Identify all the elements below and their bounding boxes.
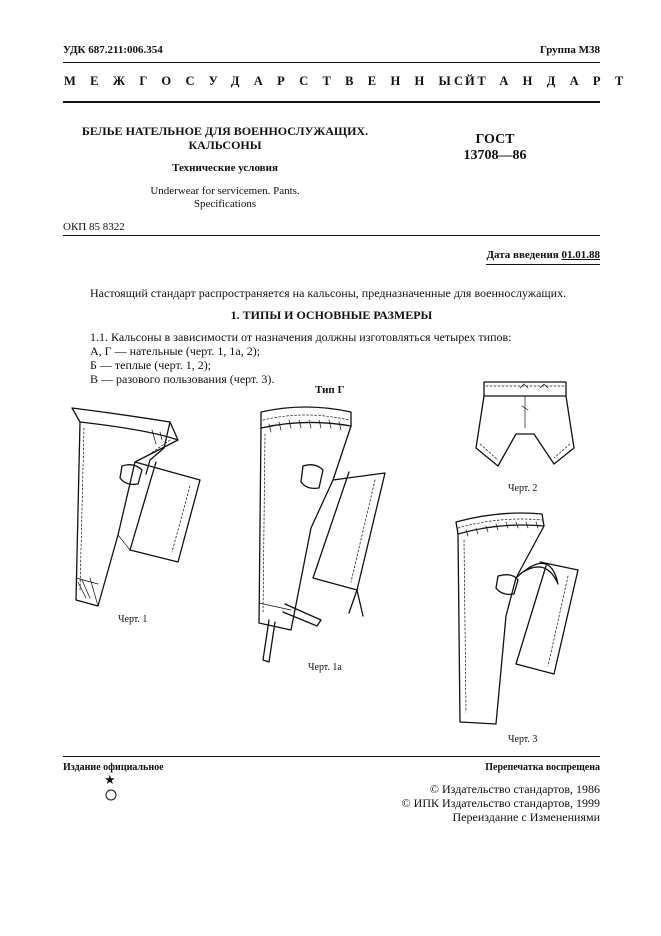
figure-1-caption: Черт. 1 — [118, 614, 148, 625]
type-item-v: В — разового пользования (черт. 3). — [90, 372, 275, 386]
gost-number: 13708—86 — [463, 148, 527, 163]
title-line-1: БЕЛЬЕ НАТЕЛЬНОЕ ДЛЯ ВОЕННОСЛУЖАЩИХ. — [81, 124, 369, 138]
figure-3-drawing — [450, 506, 600, 731]
header-rule-bottom — [63, 101, 600, 103]
udk-code: УДК 687.211:006.354 — [63, 44, 163, 56]
figure-3-caption: Черт. 3 — [508, 734, 538, 745]
group-code: Группа М38 — [539, 44, 600, 56]
figure-1a-caption: Черт. 1а — [308, 662, 342, 673]
english-title-line-1: Underwear for servicemen. Pants. — [150, 185, 300, 197]
english-title-line-2: Specifications — [193, 198, 257, 210]
introduction-date-value: 01.01.88 — [561, 249, 600, 261]
english-title — [60, 185, 390, 211]
title-rule — [63, 235, 600, 236]
star-icon: ★ — [104, 773, 116, 788]
figure-2-drawing — [470, 378, 580, 473]
gost-designation — [440, 132, 550, 164]
title-line-2: КАЛЬСОНЫ — [188, 138, 262, 152]
figure-1-drawing — [60, 400, 210, 615]
introduction-date-label: Дата введения — [486, 249, 559, 261]
copyright-block — [300, 782, 600, 824]
type-item-b: Б — теплые (черт. 1, 2); — [90, 358, 212, 372]
document-title — [60, 124, 390, 152]
reissue-note: Переиздание с Изменениями — [452, 810, 600, 824]
type-item-a-g: А, Г — нательные (черт. 1, 1а, 2); — [90, 344, 261, 358]
banner-standard: СТАНДАРТ — [454, 74, 638, 88]
scope-paragraph: Настоящий стандарт распространяется на кальсоны, предназначенные для военнослужащих. — [90, 286, 567, 300]
banner-interstate: МЕЖГОСУДАРСТВЕННЫЙ — [64, 74, 490, 88]
date-underline — [486, 264, 600, 265]
type-g-label: Тип Г — [315, 384, 345, 396]
clause-1-1: 1.1. Кальсоны в зависимости от назначения должны изготовляться четырех типов: — [90, 330, 512, 344]
copyright-1986: © Издательство стандартов, 1986 — [429, 782, 600, 796]
introduction-date — [380, 249, 600, 261]
circle-icon — [104, 788, 118, 802]
footer-rule — [63, 756, 600, 757]
reprint-prohibited: Перепечатка воспрещена — [485, 762, 600, 773]
figure-1a-drawing — [245, 398, 405, 663]
header-rule-top — [63, 62, 600, 63]
section-heading: 1. ТИПЫ И ОСНОВНЫЕ РАЗМЕРЫ — [230, 308, 433, 322]
copyright-1999: © ИПК Издательство стандартов, 1999 — [401, 796, 600, 810]
okp-code: ОКП 85 8322 — [63, 221, 125, 233]
document-subtitle: Технические условия — [172, 162, 278, 174]
figure-2-caption: Черт. 2 — [508, 483, 538, 494]
gost-label: ГОСТ — [475, 132, 515, 147]
official-edition: Издание официальное — [63, 762, 164, 773]
